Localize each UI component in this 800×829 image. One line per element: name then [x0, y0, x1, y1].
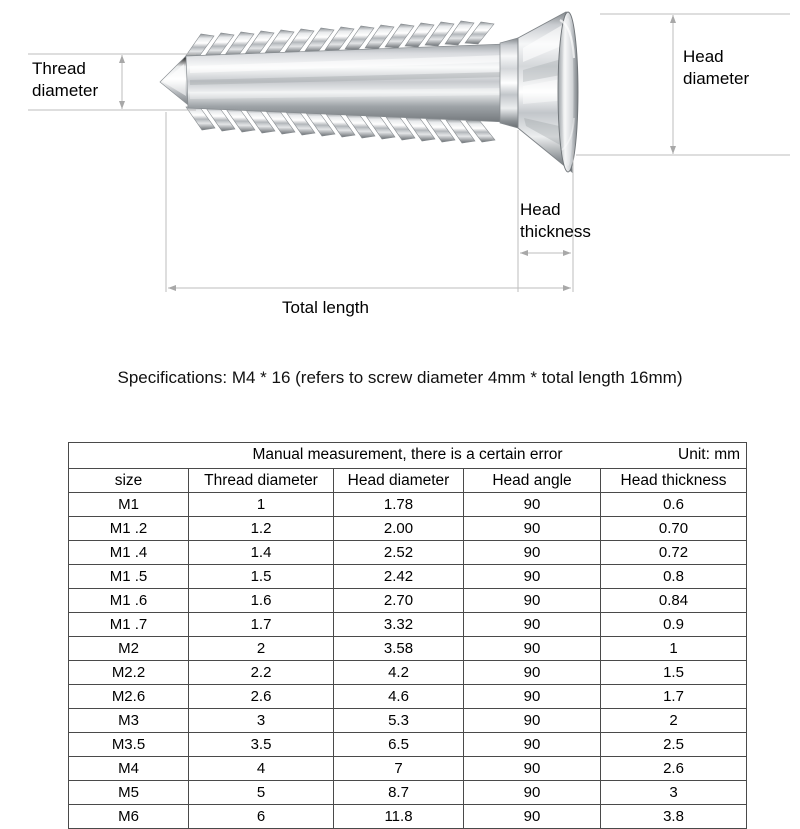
table-cell: 0.70 — [601, 517, 747, 541]
table-cell: 90 — [464, 661, 601, 685]
table-cell: 2.42 — [334, 565, 464, 589]
table-cell: 90 — [464, 589, 601, 613]
table-cell: 2 — [189, 637, 334, 661]
table-cell: 1.4 — [189, 541, 334, 565]
table-cell: 4 — [189, 757, 334, 781]
thread-diameter-label-line2: diameter — [32, 81, 99, 100]
table-cell: 1 — [189, 493, 334, 517]
table-cell-size: M2.2 — [69, 661, 189, 685]
table-cell: 3 — [601, 781, 747, 805]
table-row — [69, 637, 747, 661]
table-cell-size: M1 — [69, 493, 189, 517]
table-title-row — [69, 443, 747, 469]
table-cell: 2.6 — [601, 757, 747, 781]
table-cell: 8.7 — [334, 781, 464, 805]
total-length-label: Total length — [282, 298, 369, 317]
table-cell: 5.3 — [334, 709, 464, 733]
table-column-header-0: size — [69, 469, 189, 493]
table-cell-size: M2.6 — [69, 685, 189, 709]
table-row — [69, 493, 747, 517]
table-cell: 1.78 — [334, 493, 464, 517]
table-cell: 90 — [464, 757, 601, 781]
table-cell: 3.8 — [601, 805, 747, 829]
table-row — [69, 661, 747, 685]
table-cell-size: M3.5 — [69, 733, 189, 757]
table-cell: 2.52 — [334, 541, 464, 565]
table-row — [69, 805, 747, 829]
table-cell: 11.8 — [334, 805, 464, 829]
table-cell: 1.6 — [189, 589, 334, 613]
table-cell-size: M6 — [69, 805, 189, 829]
table-cell: 1.2 — [189, 517, 334, 541]
table-cell: 90 — [464, 493, 601, 517]
screw-diagram-svg — [0, 0, 800, 350]
head-diameter-label-line1: Head — [683, 47, 724, 66]
specification-table — [68, 442, 747, 829]
screw-neck — [500, 38, 518, 128]
table-cell-size: M1 .4 — [69, 541, 189, 565]
table-row — [69, 685, 747, 709]
thread-diameter-label-line1: Thread — [32, 59, 86, 78]
table-row — [69, 565, 747, 589]
table-cell: 0.84 — [601, 589, 747, 613]
screw-diagram-panel — [0, 0, 800, 350]
table-cell: 1.5 — [601, 661, 747, 685]
table-cell: 5 — [189, 781, 334, 805]
table-cell: 6 — [189, 805, 334, 829]
table-unit-text: Unit: mm — [678, 446, 741, 463]
table-cell: 2.2 — [189, 661, 334, 685]
table-row — [69, 613, 747, 637]
table-column-header-4: Head thickness — [601, 469, 747, 493]
table-cell: 1 — [601, 637, 747, 661]
table-cell-size: M3 — [69, 709, 189, 733]
head-thickness-label — [520, 199, 630, 243]
table-cell: 2.70 — [334, 589, 464, 613]
head-thickness-label-line2: thickness — [520, 222, 591, 241]
specification-text: Specifications: M4 * 16 (refers to screw diameter 4mm * total length 16mm) — [117, 368, 683, 387]
table-cell: 0.72 — [601, 541, 747, 565]
table-row — [69, 757, 747, 781]
table-cell-size: M1 .2 — [69, 517, 189, 541]
table-cell: 3.58 — [334, 637, 464, 661]
table-cell: 90 — [464, 541, 601, 565]
table-cell: 2.5 — [601, 733, 747, 757]
table-cell-size: M2 — [69, 637, 189, 661]
table-cell: 4.2 — [334, 661, 464, 685]
table-cell: 1.7 — [601, 685, 747, 709]
table-cell: 0.8 — [601, 565, 747, 589]
table-column-header-1: Thread diameter — [189, 469, 334, 493]
thread-diameter-label — [32, 58, 124, 102]
table-row — [69, 709, 747, 733]
table-row — [69, 517, 747, 541]
table-cell-size: M5 — [69, 781, 189, 805]
screw-illustration — [160, 12, 578, 172]
table-cell: 90 — [464, 781, 601, 805]
table-cell: 0.9 — [601, 613, 747, 637]
table-row — [69, 541, 747, 565]
table-row — [69, 589, 747, 613]
table-cell: 90 — [464, 685, 601, 709]
table-cell: 90 — [464, 637, 601, 661]
table-cell: 90 — [464, 613, 601, 637]
table-column-header-3: Head angle — [464, 469, 601, 493]
table-column-header-2: Head diameter — [334, 469, 464, 493]
table-cell: 6.5 — [334, 733, 464, 757]
table-cell: 7 — [334, 757, 464, 781]
table-cell: 90 — [464, 733, 601, 757]
table-cell: 0.6 — [601, 493, 747, 517]
table-title-cell — [69, 443, 747, 469]
table-cell-size: M1 .6 — [69, 589, 189, 613]
table-cell: 3.32 — [334, 613, 464, 637]
table-row — [69, 733, 747, 757]
table-cell: 3 — [189, 709, 334, 733]
table-title-text: Manual measurement, there is a certain error — [252, 446, 563, 463]
specification-table-wrapper — [68, 442, 746, 829]
table-header-row — [69, 469, 747, 493]
head-diameter-label — [683, 46, 783, 90]
table-cell: 2.00 — [334, 517, 464, 541]
table-cell-size: M4 — [69, 757, 189, 781]
table-cell: 2.6 — [189, 685, 334, 709]
table-cell: 90 — [464, 517, 601, 541]
table-cell: 90 — [464, 709, 601, 733]
table-cell-size: M1 .7 — [69, 613, 189, 637]
table-cell: 90 — [464, 805, 601, 829]
head-diameter-label-line2: diameter — [683, 69, 750, 88]
table-cell: 1.7 — [189, 613, 334, 637]
table-cell: 1.5 — [189, 565, 334, 589]
table-cell: 2 — [601, 709, 747, 733]
table-cell: 3.5 — [189, 733, 334, 757]
table-cell: 90 — [464, 565, 601, 589]
table-cell-size: M1 .5 — [69, 565, 189, 589]
table-row — [69, 781, 747, 805]
head-thickness-label-line1: Head — [520, 200, 561, 219]
table-cell: 4.6 — [334, 685, 464, 709]
